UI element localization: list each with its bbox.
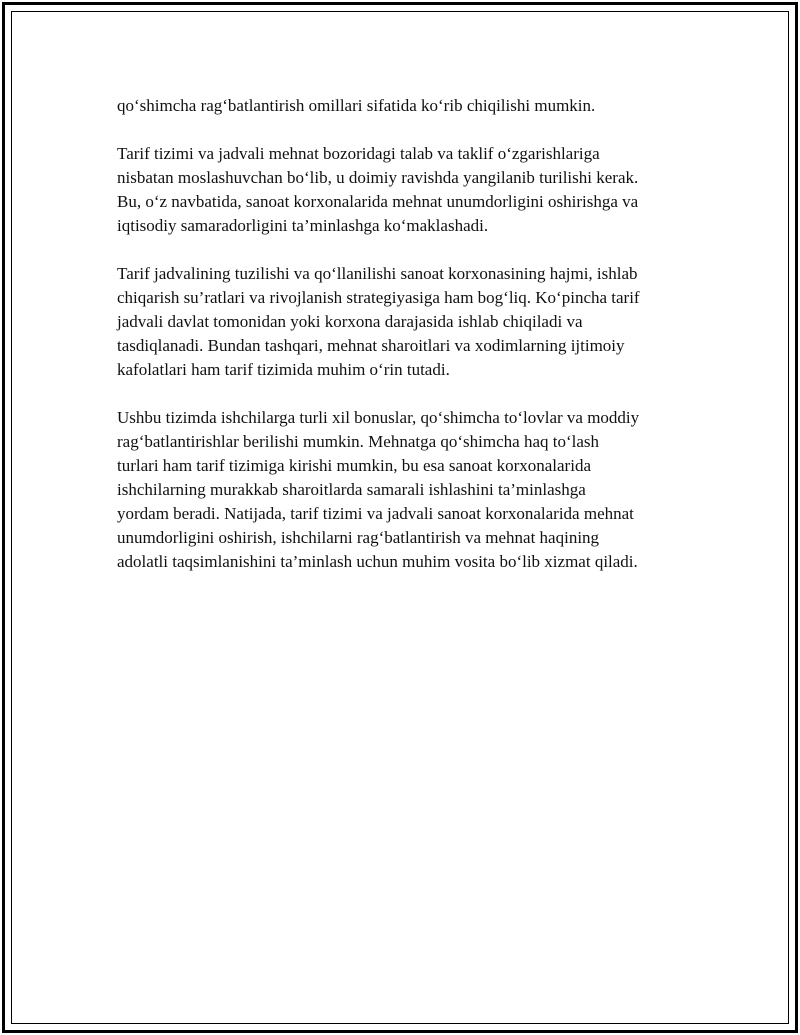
text-line: Tarif jadvalining tuzilishi va qo‘llanilishi sanoat korxonasining hajmi, ishlab <box>117 264 638 283</box>
text-line: Tarif tizimi va jadvali mehnat bozoridagi talab va taklif o‘zgarishlariga <box>117 144 600 163</box>
text-line: kafolatlari ham tarif tizimida muhim o‘rin tutadi. <box>117 360 450 379</box>
paragraph <box>117 262 697 382</box>
text-line: Ushbu tizimda ishchilarga turli xil bonuslar, qo‘shimcha to‘lovlar va moddiy <box>117 408 640 427</box>
text-line: adolatli taqsimlanishini ta’minlash uchun muhim vosita bo‘lib xizmat qiladi. <box>117 552 638 571</box>
text-line: iqtisodiy samaradorligini ta’minlashga ko‘maklashadi. <box>117 216 489 235</box>
paragraph <box>117 406 697 574</box>
text-line: jadvali davlat tomonidan yoki korxona darajasida ishlab chiqiladi va <box>117 312 583 331</box>
text-line: chiqarish su’ratlari va rivojlanish strategiyasiga ham bog‘liq. Ko‘pincha tarif <box>117 288 640 307</box>
text-line: unumdorligini oshirish, ishchilarni rag‘batlantirish va mehnat haqining <box>117 528 600 547</box>
paragraph <box>117 142 697 238</box>
text-line: ishchilarning murakkab sharoitlarda samarali ishlashini ta’minlashga <box>117 480 586 499</box>
text-line: tasdiqlanadi. Bundan tashqari, mehnat sharoitlari va xodimlarning ijtimoiy <box>117 336 625 355</box>
document-body <box>117 94 697 574</box>
paragraph <box>117 94 697 118</box>
text-line: qo‘shimcha rag‘batlantirish omillari sifatida ko‘rib chiqilishi mumkin. <box>117 96 596 115</box>
text-line: yordam beradi. Natijada, tarif tizimi va jadvali sanoat korxonalarida mehnat <box>117 504 634 523</box>
text-line: Bu, o‘z navbatida, sanoat korxonalarida mehnat unumdorligini oshirishga va <box>117 192 639 211</box>
paragraph-spacing <box>117 382 697 406</box>
paragraph-spacing <box>117 118 697 142</box>
text-line: rag‘batlantirishlar berilishi mumkin. Mehnatga qo‘shimcha haq to‘lash <box>117 432 600 451</box>
paragraph-spacing <box>117 238 697 262</box>
text-line: nisbatan moslashuvchan bo‘lib, u doimiy ravishda yangilanib turilishi kerak. <box>117 168 639 187</box>
text-line: turlari ham tarif tizimiga kirishi mumkin, bu esa sanoat korxonalarida <box>117 456 591 475</box>
